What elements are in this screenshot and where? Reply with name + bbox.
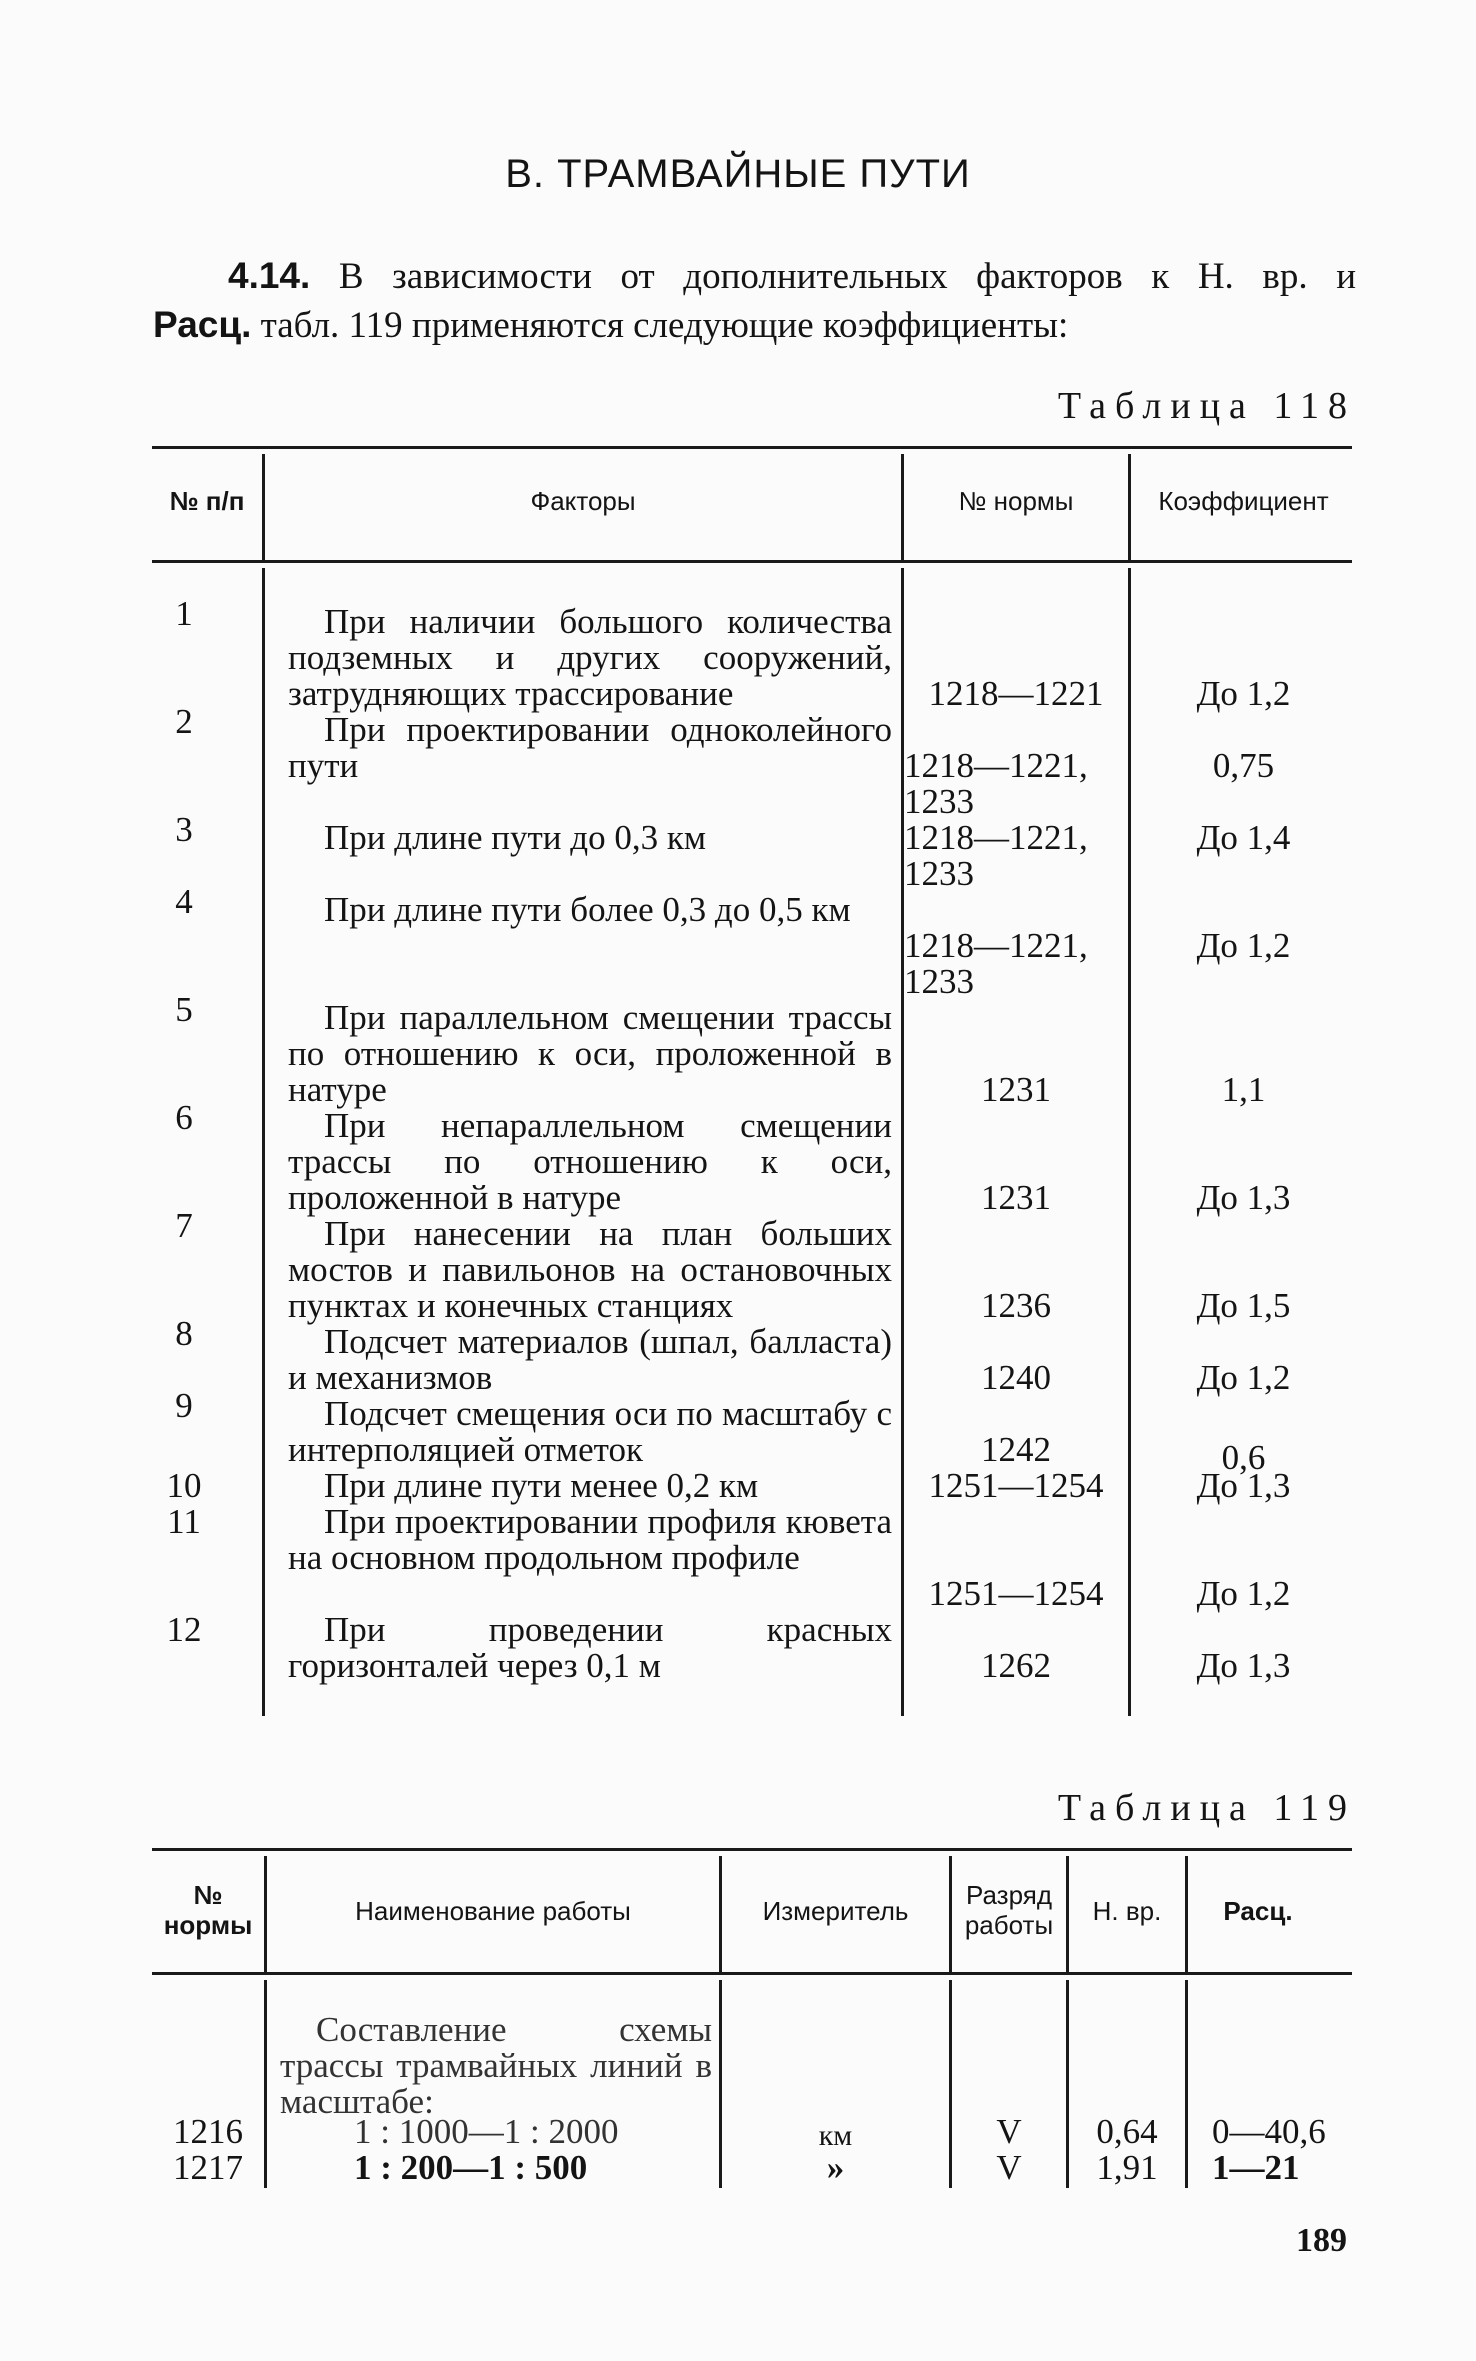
row4-factor: При длине пути более 0,3 до 0,5 км [324,890,851,929]
row6-num: 6 [175,1098,193,1137]
row8-coef: До 1,2 [1196,1358,1291,1397]
row8-factor: Подсчет материалов (шпал, балласта) и механизмов [288,1322,892,1397]
t119-row2-time: 1,91 [1096,2148,1158,2187]
row12-num: 12 [166,1610,202,1649]
row4-coef: До 1,2 [1196,926,1291,965]
row11-num: 11 [167,1502,201,1541]
row9-num: 9 [175,1386,193,1425]
t119-row2-rate: 1—21 [1212,2148,1300,2187]
row4-num: 4 [175,882,193,921]
row2-num: 2 [175,702,193,741]
row10-norm: 1251—1254 [928,1466,1104,1505]
t119-header-time: Н. вр. [1092,1896,1162,1926]
row1-factor: При наличии большого количества подземных и других сооружений, затрудняющих трассирование [288,602,892,713]
row1-coef: До 1,2 [1196,674,1291,713]
row9-factor: Подсчет смещения оси по масштабу с интерполяцией отметок [288,1394,892,1469]
paragraph-number: 4.14. [228,255,311,296]
row8-num: 8 [175,1314,193,1353]
row12-norm: 1262 [981,1646,1051,1685]
header-norm: № нормы [958,486,1074,516]
row9-norm: 1242 [981,1430,1051,1469]
t119-header-rate: Расц. [1223,1896,1293,1926]
row10-coef: До 1,3 [1196,1466,1291,1505]
t119-row1-grade: V [996,2112,1022,2151]
row1-norm: 1218—1221 [928,674,1104,713]
row11-norm: 1251—1254 [928,1574,1104,1613]
row11-coef: До 1,2 [1196,1574,1291,1613]
row7-norm: 1236 [981,1286,1051,1325]
row11-factor: При проектировании профиля кювета на основном продольном профиле [288,1502,892,1577]
t119-row1-rate: 0—40,6 [1212,2112,1326,2151]
paragraph-bold-word: Расц. [153,304,252,345]
header-coef: Коэффициент [1158,486,1329,516]
row7-coef: До 1,5 [1196,1286,1291,1325]
row9-coef: 0,6 [1221,1438,1266,1477]
t119-header-unit: Измеритель [762,1896,909,1926]
t119-header-grade: Разряд работы [964,1880,1054,1940]
row5-coef: 1,1 [1221,1070,1266,1109]
t119-row2-norm: 1217 [173,2148,243,2187]
row3-num: 3 [175,810,193,849]
t119-header-norm: № нормы [163,1880,253,1940]
row7-factor: При нанесении на план больших мостов и павильонов на остановочных пунктах и конечных станциях [288,1214,892,1325]
row10-factor: При длине пути менее 0,2 км [324,1466,759,1505]
t119-row2-grade: V [996,2148,1022,2187]
header-factor: Факторы [530,486,636,516]
paragraph-4-14 [153,252,1357,350]
page-number: 189 [1296,2222,1347,2259]
row12-factor: При проведении красных горизонталей через 0,1 м [288,1610,892,1685]
table119-caption: Таблица 119 [1057,1787,1356,1829]
t119-row2-unit: » [826,2148,845,2187]
t119-row1-name: 1 : 1000—1 : 2000 [354,2112,619,2151]
t119-row1-time: 0,64 [1096,2112,1158,2151]
row3-factor: При длине пути до 0,3 км [324,818,706,857]
row12-coef: До 1,3 [1196,1646,1291,1685]
header-num: № п/п [169,486,245,516]
row5-num: 5 [175,990,193,1029]
row6-factor: При непараллельном смещении трассы по отношению к оси, проложенной в натуре [288,1106,892,1217]
row3-norm: 1218—1221, 1233 [904,818,1088,893]
row10-num: 10 [166,1466,202,1505]
t119-row2-name: 1 : 200—1 : 500 [354,2148,588,2187]
row6-norm: 1231 [981,1178,1051,1217]
row2-factor: При проектировании одноколейного пути [288,710,892,785]
row8-norm: 1240 [981,1358,1051,1397]
row2-norm: 1218—1221, 1233 [904,746,1088,821]
row6-coef: До 1,3 [1196,1178,1291,1217]
row5-norm: 1231 [981,1070,1051,1109]
t119-row1-unit: км [818,2119,853,2152]
table119 [152,1848,1352,2188]
row4-norm: 1218—1221, 1233 [904,926,1088,1001]
row5-factor: При параллельном смещении трассы по отношению к оси, проложенной в натуре [288,998,892,1109]
t119-header-name: Наименование работы [355,1896,631,1926]
row7-num: 7 [175,1206,193,1245]
row3-coef: До 1,4 [1196,818,1291,857]
table118-caption: Таблица 118 [1057,385,1356,427]
section-title: В. ТРАМВАЙНЫЕ ПУТИ [505,152,971,196]
paragraph-text-2: табл. 119 применяются следующие коэффициенты: [260,305,1069,346]
table118 [152,446,1352,1716]
t119-intro: Составление схемы трассы трамвайных линий в масштабе: [280,2010,712,2121]
row1-num: 1 [175,594,193,633]
t119-row1-norm: 1216 [173,2112,243,2151]
row2-coef: 0,75 [1212,746,1275,785]
paragraph-text: В зависимости от дополнительных факторов к Н. вр. и [338,256,1357,297]
